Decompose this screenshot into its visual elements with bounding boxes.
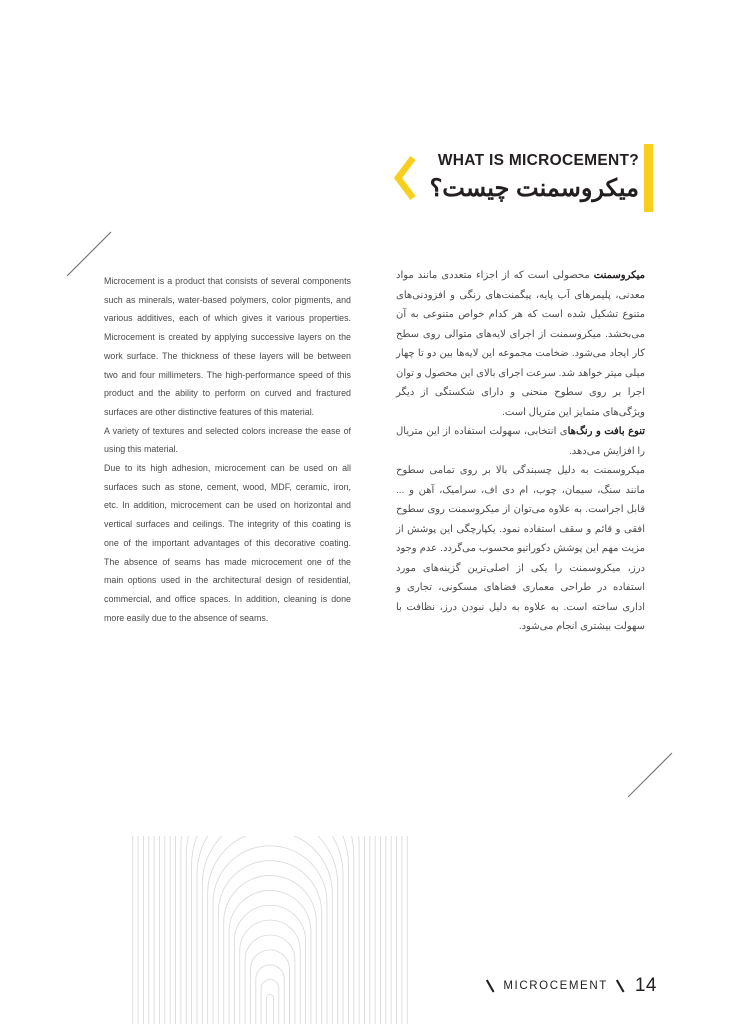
backslash-tick-icon	[486, 979, 495, 993]
farsi-paragraph	[396, 422, 645, 461]
backslash-tick-icon	[616, 979, 625, 993]
farsi-paragraph-text: ی انتخابی، سهولت استفاده از این متریال را افزایش می‌دهد.	[396, 426, 645, 457]
farsi-paragraph-text: محصولی است که از اجزاء متعددی مانند مواد معدنی، پلیمرهای آب پایه، پیگمنت‌های رنگی و افزودنی‌های متنوع تشکیل شده است که هر کدام خواص متنوعی به آن می‌بخشد. میکروسمنت از اجرای لایه‌های متوالی روی سطح کار ایجاد می‌شود. ضخامت مجموعه این لایه‌ها بین دو تا چهار میلی میتر خواهد شد. سرعت اجرای بالای این محصول و توان اجرا بر روی سطوح منحنی و دارای شکستگی از دیگر ویژگی‌های متمایز این متریال است.	[396, 270, 645, 418]
page-number: 14	[634, 975, 657, 996]
concentric-arch-pattern	[125, 836, 415, 1024]
heading-farsi: میکروسمنت چیست؟	[429, 175, 639, 203]
farsi-lead-in: تنوع بافت و رنگ‌ها	[567, 426, 645, 437]
farsi-paragraph	[396, 266, 645, 422]
diagonal-line-icon	[66, 231, 112, 277]
diagonal-line-icon	[627, 752, 673, 798]
farsi-lead-in: میکروسمنت	[593, 270, 645, 281]
english-paragraph: Microcement is a product that consists of several components such as minerals, water-based polymers, color pigments, and various additives, each of which gives it various properties. Microcement is created by applying successive layers on the work surface. The thickness of these layers will be between two and four millimeters. The high-performance speed of this product and the ability to perform on curved and fractured surfaces are other distinctive features of this material.	[104, 276, 351, 417]
chevron-left-icon	[394, 155, 416, 201]
farsi-body-column	[396, 266, 645, 637]
heading-english: WHAT IS MICROCEMENT?	[437, 151, 639, 169]
english-paragraph: A variety of textures and selected colors increase the ease of using this material.	[104, 425, 351, 455]
footer-brand-label: MICROCEMENT	[503, 980, 608, 992]
farsi-paragraph-text: میکروسمنت به دلیل چسبندگی بالا بر روی تمامی سطوح مانند سنگ، سیمان، چوب، ام دی اف، سرامیک، آهن و ... قابل اجراست. به علاوه می‌توان از میکروسمنت روی سطوح افقی و قائم و سقف استفاده نمود. یکپارچگی این پوشش از مزیت مهم این پوشش دکوراتیو محسوب می‌گردد. عدم وجود درز، میکروسمنت را یکی از اصلی‌ترین گزینه‌های مورد استفاده در طراحی معماری فضاهای مسکونی، تجاری و اداری ساخته است. به علاوه به دلیل نبودن درز، نظافت با سهولت بیشتری انجام می‌شود.	[396, 465, 645, 632]
page-heading	[394, 144, 639, 212]
english-paragraph: Due to its high adhesion, microcement can be used on all surfaces such as stone, cement, wood, MDF, ceramic, iron, etc. In addition, microcement can be used on horizontal and vertical surfaces and ceilings. The integrity of this coating is one of the important advantages of this decorative coating. The absence of seams has made microcement one of the main options used in the architectural design of residential, commercial, and office spaces. In addition, cleaning is done more easily due to the absence of seams.	[104, 463, 351, 623]
farsi-paragraph	[396, 461, 645, 637]
page-footer	[486, 975, 657, 997]
english-body-column	[104, 272, 351, 627]
heading-accent-bar	[644, 144, 653, 212]
